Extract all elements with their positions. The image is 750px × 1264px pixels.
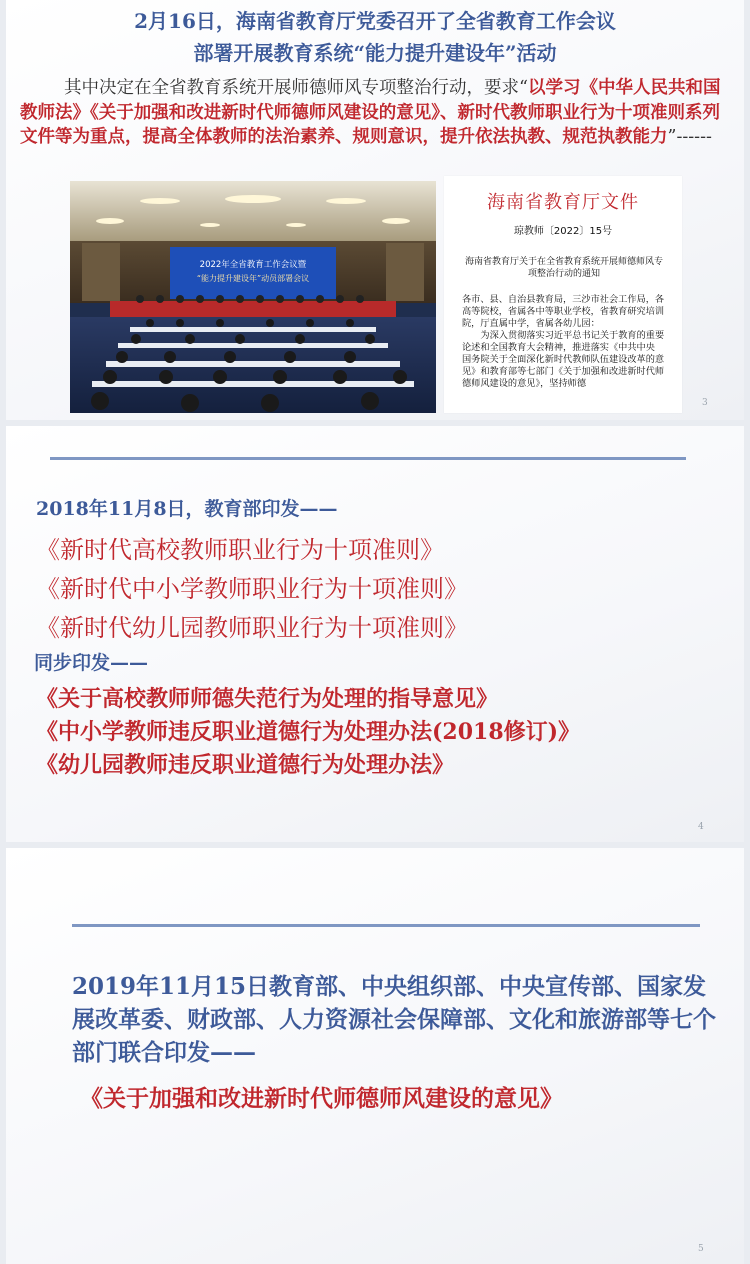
release-heading: 2018年11月8日，教育部印发—— xyxy=(36,498,338,520)
opinion-document-title: 《关于加强和改进新时代师德师风建设的意见》 xyxy=(80,1085,563,1112)
page-number: 5 xyxy=(698,1244,704,1254)
slide-4 xyxy=(6,426,744,842)
rule-doc-1: 《新时代高校教师职业行为十项准则》 xyxy=(36,536,444,564)
divider-line xyxy=(72,924,700,927)
body-tail-text: ”------ xyxy=(667,127,712,147)
document-number: 琼教师〔2022〕15号 xyxy=(513,226,613,237)
slide-body-paragraph xyxy=(20,76,732,150)
joint-release-text: 2019年11月15日教育部、中央组织部、中央宣传部、国家发展改革委、财政部、人力资源社会保障部、文化和旅游部等七个部门联合印发—— xyxy=(72,973,716,1066)
slide-title-line-1: 2月16日，海南省教育厅党委召开了全省教育工作会议 xyxy=(134,9,616,33)
body-plain-text: 其中决定在全省教育系统开展师德师风专项整治行动，要求“ xyxy=(64,78,528,98)
conference-photo-illustration xyxy=(70,181,436,413)
screen-text-line-1: 2022年全省教育工作会议暨 xyxy=(199,260,307,270)
document-recipients: 各市、县、自治县教育局，三沙市社会工作局，各高等院校，省属各中等职业学校，省教育研究培训院，厅直属中学，省属各幼儿园： xyxy=(462,294,665,329)
page-number: 3 xyxy=(702,398,708,408)
document-title: 海南省教育厅文件 xyxy=(487,192,639,213)
slide-5 xyxy=(6,848,744,1264)
measure-doc-3: 《幼儿园教师违反职业道德行为处理办法》 xyxy=(36,752,455,778)
divider-line xyxy=(50,457,686,460)
slide-3 xyxy=(6,0,744,420)
stage-screen xyxy=(170,247,336,299)
rule-doc-3: 《新时代幼儿园教师职业行为十项准则》 xyxy=(36,614,468,642)
measure-doc-2: 《中小学教师违反职业道德行为处理办法(2018修订)》 xyxy=(36,719,581,745)
measure-doc-1: 《关于高校教师师德失范行为处理的指导意见》 xyxy=(36,686,499,712)
official-document-excerpt xyxy=(444,176,682,413)
screen-text-line-2: “能力提升建设年”动员部署会议 xyxy=(196,274,310,283)
rule-doc-2: 《新时代中小学教师职业行为十项准则》 xyxy=(36,575,468,603)
sync-release-label: 同步印发—— xyxy=(34,652,149,674)
document-body: 为深入贯彻落实习近平总书记关于教育的重要论述和全国教育大会精神，推进落实《中共中央 国务院关于全面深化新时代教师队伍建设改革的意见》和教育部等七部门《关于加强和改进新时代师德师风建设的意见》，坚持师德 xyxy=(462,330,665,389)
slide-title-line-2: 部署开展教育系统“能力提升建设年”活动 xyxy=(193,41,557,65)
document-text xyxy=(462,294,666,390)
document-subject: 海南省教育厅关于在全省教育系统开展师德师风专项整治行动的通知 xyxy=(464,257,663,279)
page-number: 4 xyxy=(698,822,704,832)
body-highlight-text: 以学习《中华人民共和国教师法》《关于加强和改进新时代师德师风建设的意见》、新时代教师职业行为十项准则系列文件等为重点，提高全体教师的法治素养、规则意识，提升依法执教、规范执教能力 xyxy=(20,78,721,147)
conference-photo xyxy=(70,181,436,413)
